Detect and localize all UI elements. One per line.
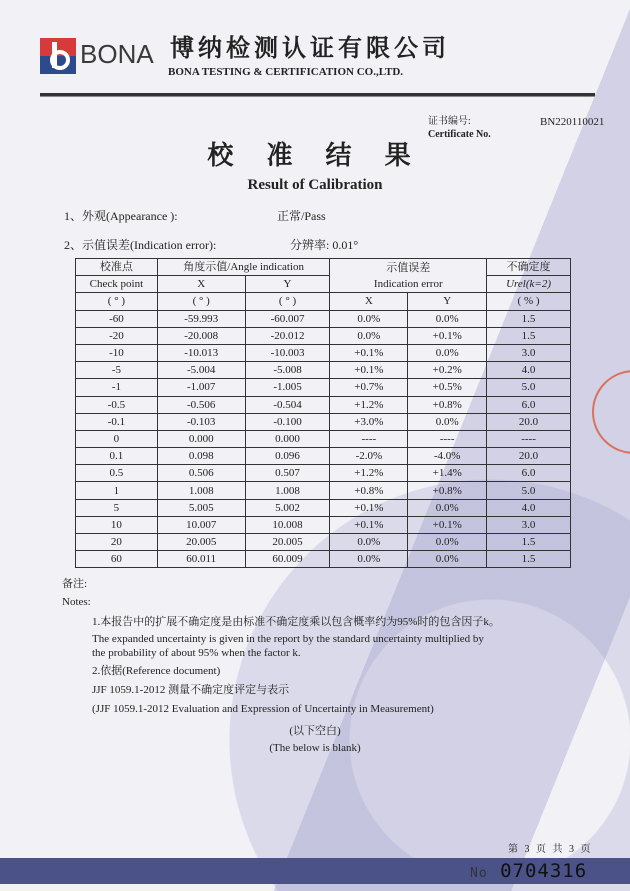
- table-row: [76, 430, 571, 447]
- cell-angle-y: 10.008: [245, 516, 330, 533]
- table-row: [76, 482, 571, 499]
- header-unc-en: Urel(k=2): [487, 276, 571, 293]
- table-row: [76, 534, 571, 551]
- table-row: [76, 396, 571, 413]
- calibration-table: [75, 258, 571, 568]
- serial-number: [470, 861, 587, 882]
- cell-check-point: -10: [76, 344, 158, 361]
- table-row: [76, 362, 571, 379]
- header-angle-y: Y: [245, 276, 330, 293]
- cell-angle-x: 60.011: [157, 551, 245, 568]
- cell-check-point: 10: [76, 516, 158, 533]
- header-check-cn: 校准点: [76, 259, 158, 276]
- cell-angle-y: 0.507: [245, 465, 330, 482]
- appearance-value: 正常/Pass: [277, 209, 326, 223]
- page-number: 第 3 页 共 3 页: [508, 844, 593, 855]
- cell-angle-x: 1.008: [157, 482, 245, 499]
- notes-label-cn: 备注:: [62, 578, 88, 590]
- header-unc-cn: 不确定度: [487, 259, 571, 276]
- cell-angle-x: 0.000: [157, 430, 245, 447]
- cell-error-x: +0.1%: [330, 516, 408, 533]
- cell-check-point: 0.5: [76, 465, 158, 482]
- cell-uncertainty: 20.0: [487, 413, 571, 430]
- cell-angle-x: -20.008: [157, 327, 245, 344]
- header-unc-unit: ( % ): [487, 293, 571, 310]
- cell-error-x: +3.0%: [330, 413, 408, 430]
- cell-error-y: 0.0%: [408, 310, 487, 327]
- stamp-seal: [592, 370, 630, 454]
- cell-error-y: 0.0%: [408, 551, 487, 568]
- cell-angle-x: -10.013: [157, 344, 245, 361]
- cell-check-point: 1: [76, 482, 158, 499]
- header-error-en: Indication error: [373, 277, 443, 290]
- cell-error-y: ----: [408, 430, 487, 447]
- cell-angle-y: -20.012: [245, 327, 330, 344]
- cell-error-x: 0.0%: [330, 551, 408, 568]
- page-title-en: Result of Calibration: [247, 177, 383, 193]
- page-title-cn: 校 准 结 果: [207, 141, 423, 171]
- cell-uncertainty: 1.5: [487, 327, 571, 344]
- cell-angle-y: 5.002: [245, 499, 330, 516]
- table-row: [76, 448, 571, 465]
- cell-error-x: -2.0%: [330, 448, 408, 465]
- cell-error-y: +0.8%: [408, 482, 487, 499]
- cell-angle-x: 20.005: [157, 534, 245, 551]
- cell-uncertainty: 4.0: [487, 499, 571, 516]
- cell-uncertainty: 1.5: [487, 310, 571, 327]
- cell-error-y: +0.5%: [408, 379, 487, 396]
- notes-label-en: Notes:: [62, 596, 91, 608]
- cell-angle-x: -1.007: [157, 379, 245, 396]
- cell-uncertainty: 5.0: [487, 379, 571, 396]
- cell-error-x: 0.0%: [330, 310, 408, 327]
- table-row: [76, 310, 571, 327]
- certificate-label-en: Certificate No.: [428, 129, 491, 140]
- cell-error-x: ----: [330, 430, 408, 447]
- note-2-en: (JJF 1059.1-2012 Evaluation and Expression of Uncertainty in Measurement): [92, 703, 434, 715]
- cell-angle-x: 10.007: [157, 516, 245, 533]
- cell-angle-y: -10.003: [245, 344, 330, 361]
- table-row: [76, 516, 571, 533]
- cell-angle-x: -0.506: [157, 396, 245, 413]
- blank-note-cn: (以下空白): [289, 725, 341, 737]
- certificate-number: BN220110021: [540, 116, 605, 128]
- cell-error-x: 0.0%: [330, 534, 408, 551]
- cell-error-x: +1.2%: [330, 465, 408, 482]
- cell-angle-x: -5.004: [157, 362, 245, 379]
- cell-error-y: +0.8%: [408, 396, 487, 413]
- cell-uncertainty: 20.0: [487, 448, 571, 465]
- cell-error-y: 0.0%: [408, 534, 487, 551]
- cell-check-point: -1: [76, 379, 158, 396]
- cell-error-x: +0.1%: [330, 362, 408, 379]
- serial-prefix: No: [470, 866, 488, 881]
- cell-error-x: +0.1%: [330, 499, 408, 516]
- note-2: 2.依据(Reference document): [92, 665, 221, 677]
- resolution: 分辨率: 0.01°: [290, 238, 359, 252]
- bona-logo-icon: [40, 38, 76, 74]
- cell-uncertainty: 1.5: [487, 551, 571, 568]
- cell-error-y: +0.1%: [408, 516, 487, 533]
- cell-check-point: 0: [76, 430, 158, 447]
- note-1-en-line2: the probability of about 95% when the factor k.: [92, 647, 301, 659]
- note-1-en-line1: The expanded uncertainty is given in the report by the standard uncertainty multiplied by: [92, 633, 484, 645]
- cell-check-point: -0.1: [76, 413, 158, 430]
- cell-uncertainty: 1.5: [487, 534, 571, 551]
- cell-error-x: +1.2%: [330, 396, 408, 413]
- cell-angle-y: 20.005: [245, 534, 330, 551]
- cell-check-point: 5: [76, 499, 158, 516]
- cell-angle-y: 0.000: [245, 430, 330, 447]
- cell-angle-y: -5.008: [245, 362, 330, 379]
- note-2-cn: JJF 1059.1-2012 测量不确定度评定与表示: [92, 684, 290, 696]
- header-error: [330, 259, 487, 293]
- serial-value: 0704316: [500, 860, 588, 882]
- cell-angle-y: 0.096: [245, 448, 330, 465]
- cell-check-point: 0.1: [76, 448, 158, 465]
- cell-check-point: 60: [76, 551, 158, 568]
- appearance-label: 1、外观(Appearance ):: [64, 209, 178, 223]
- indication-label: 2、示值误差(Indication error):: [64, 238, 217, 252]
- cell-error-y: 0.0%: [408, 344, 487, 361]
- cell-error-y: 0.0%: [408, 413, 487, 430]
- cell-error-x: +0.8%: [330, 482, 408, 499]
- cell-error-x: +0.7%: [330, 379, 408, 396]
- cell-uncertainty: 4.0: [487, 362, 571, 379]
- cell-error-y: -4.0%: [408, 448, 487, 465]
- header-y-unit: ( ° ): [245, 293, 330, 310]
- cell-uncertainty: 5.0: [487, 482, 571, 499]
- header-angle-x: X: [157, 276, 245, 293]
- cell-check-point: -20: [76, 327, 158, 344]
- table-row: [76, 344, 571, 361]
- cell-angle-x: 0.098: [157, 448, 245, 465]
- cell-uncertainty: 6.0: [487, 396, 571, 413]
- cell-error-y: 0.0%: [408, 499, 487, 516]
- cell-uncertainty: 6.0: [487, 465, 571, 482]
- table-row: [76, 499, 571, 516]
- table-row: [76, 327, 571, 344]
- cell-angle-y: 1.008: [245, 482, 330, 499]
- table-row: [76, 551, 571, 568]
- header-divider: [40, 93, 595, 97]
- header-error-x: X: [330, 293, 408, 310]
- cell-error-y: +0.1%: [408, 327, 487, 344]
- company-name-en: BONA TESTING & CERTIFICATION CO.,LTD.: [168, 66, 404, 78]
- table-row: [76, 413, 571, 430]
- cell-error-y: +1.4%: [408, 465, 487, 482]
- cell-check-point: -5: [76, 362, 158, 379]
- header-error-y: Y: [408, 293, 487, 310]
- company-name-cn: 博纳检测认证有限公司: [170, 36, 450, 62]
- cell-error-y: +0.2%: [408, 362, 487, 379]
- cell-uncertainty: 3.0: [487, 516, 571, 533]
- table-row: [76, 465, 571, 482]
- logo-text: BONA: [80, 39, 154, 69]
- cell-angle-y: -0.504: [245, 396, 330, 413]
- cell-angle-y: 60.009: [245, 551, 330, 568]
- cell-uncertainty: ----: [487, 430, 571, 447]
- cell-angle-x: 0.506: [157, 465, 245, 482]
- cell-error-x: +0.1%: [330, 344, 408, 361]
- cell-check-point: 20: [76, 534, 158, 551]
- cell-check-point: -0.5: [76, 396, 158, 413]
- blank-note-en: (The below is blank): [269, 742, 361, 754]
- header-check-unit: ( ° ): [76, 293, 158, 310]
- header-angle: 角度示值/Angle indication: [157, 259, 330, 276]
- cell-angle-y: -60.007: [245, 310, 330, 327]
- cell-error-x: 0.0%: [330, 327, 408, 344]
- cell-uncertainty: 3.0: [487, 344, 571, 361]
- certificate-label-cn: 证书编号:: [428, 116, 471, 127]
- table-row: [76, 379, 571, 396]
- cell-check-point: -60: [76, 310, 158, 327]
- cell-angle-x: -0.103: [157, 413, 245, 430]
- header-x-unit: ( ° ): [157, 293, 245, 310]
- note-1-cn: 1.本报告中的扩展不确定度是由标准不确定度乘以包含概率约为95%时的包含因子k。: [92, 616, 500, 628]
- header-error-cn: 示值误差: [386, 261, 431, 274]
- cell-angle-y: -1.005: [245, 379, 330, 396]
- cell-angle-x: 5.005: [157, 499, 245, 516]
- cell-angle-y: -0.100: [245, 413, 330, 430]
- cell-angle-x: -59.993: [157, 310, 245, 327]
- header-check-en: Check point: [76, 276, 158, 293]
